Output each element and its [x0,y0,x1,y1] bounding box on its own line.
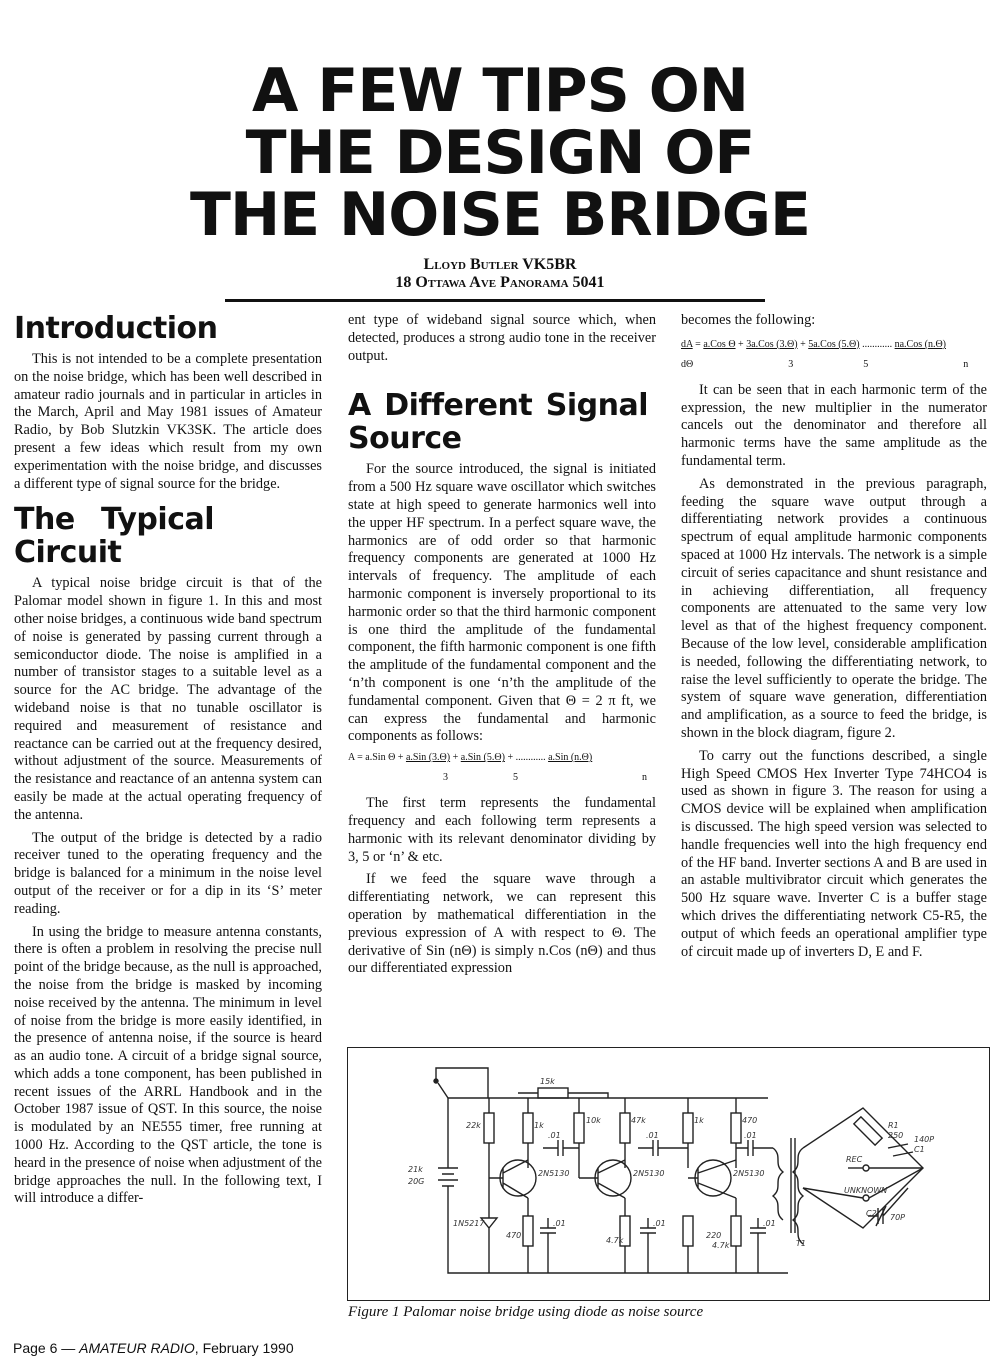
title-line: THE DESIGN OF [245,118,755,188]
heading-different-source: A Different Signal Source [348,388,648,457]
equation-derivative: dA = a.Cos Θ + 3a.Cos (3.Θ) + 5a.Cos (5.Θ) ............ na.Cos (n.Θ) [681,338,946,350]
label-cb2: .01 [653,1219,666,1228]
label-r-top: 15k [540,1077,555,1086]
paragraph: The first term represents the fundamental frequency and each following term represents a harmonic with its relevant denominator dividing by 3, 5 or ‘n’ & etc. [348,795,656,865]
equation-derivative-denominators: dΘ 3 5 n [681,358,969,370]
label-q1: 2N5130 [538,1169,570,1178]
paragraph: This is not intended to be a complete presentation on the noise bridge, which has been well described in amateur radio journals and in particular in articles in the March, April and May 1981 issues of Amateur Radio, by Bob Slutzkin VK3SK. The article does present a few ideas which result from my own experimentation with the noise bridge, and discusses a different type of signal source for the bridge. [14,351,322,492]
label-c2b: C2 [866,1209,877,1218]
paragraph: In using the bridge to measure antenna constants, there is often a problem in resolving the precise null point of the bridge because, as the null is approached, the noise from the bridge is masked by incoming noise received by the antenna. The minimum in level of noise from the bridge is more easily identified, in the presence of antenna noise, if the source is heard as an audio tone. A circuit of a bridge signal source, which adds a tone component, has been published in recent issues of the ARRL Handbook and in the October 1987 issue of QST. In this source, the noise is modulated by an NE555 timer, free running at 1000 Hz. According to the QST article, the tone is heard in the presence of noise when adjustment of the bridge approaches the null. In the following text, I will introduce a differ- [14,923,322,1207]
label-unknown: UNKNOWN [844,1186,888,1195]
label-cb3: .01 [763,1219,776,1228]
label-t1: T1 [796,1239,806,1248]
label-r6: 470 [742,1116,758,1125]
author-address: 18 Ottawa Ave Panorama 5041 [395,274,605,291]
label-re4: 4.7k [712,1241,730,1250]
equation-denominators: 3 5 n [443,772,647,784]
heading-introduction: Introduction [14,311,218,346]
label-c3: .01 [744,1131,757,1140]
label-c2: .01 [646,1131,659,1140]
label-br-c: 140P [914,1135,935,1144]
label-q2: 2N5130 [633,1169,665,1178]
label-cb1: .01 [553,1219,566,1228]
footer-magazine: AMATEUR RADIO [79,1340,195,1356]
label-re2: 4.7k [606,1236,624,1245]
label-r2: 1k [534,1121,544,1130]
paragraph: The output of the bridge is detected by a radio receiver tuned to the operating frequency and the bridge is balanced for a minimum in the noise level output of the receiver or for a dip in its ‘S’ meter reading. [14,829,322,917]
label-c1: .01 [548,1131,561,1140]
label-c2v: 70P [890,1213,906,1222]
title-rule [225,299,765,302]
label-r1: 22k [466,1121,481,1130]
schematic-drawing [348,1048,989,1300]
label-r3: 10k [586,1116,601,1125]
label-zener: 1N5217 [453,1219,485,1228]
page-footer [13,1340,294,1356]
heading-typical-circuit: The Typical Circuit [14,502,214,571]
label-batt2: 20G [408,1177,425,1186]
equation-amplitude: A = a.Sin Θ + a.Sin (3.Θ) + a.Sin (5.Θ) + ............ a.Sin (n.Θ) [348,752,593,764]
paragraph: becomes the following: [681,312,816,328]
label-br-r: R1 [888,1121,899,1130]
label-batt1: 21k [408,1165,423,1174]
paragraph: As demonstrated in the previous paragraph, feeding the square wave output through a differentiating network provides a continuous spectrum of equal amplitude harmonic components spaced at 1000 Hz intervals. The network is a simple circuit of series capacitance and shunt resistance and in achieving differentiation, all frequency components are attenuated to the same very low level as that of the highest frequency component. Because of the low level, considerable amplification is needed, following the differentiating network, to raise the level sufficiently to operate the bridge. The system of square wave generation, differentiation and amplification, as a source to feed the bridge, is shown in the block diagram, figure 2. [681,475,987,741]
paragraph: For the source introduced, the signal is initiated from a 500 Hz square wave oscillator which switches state at high speed to generate harmonics well into the upper HF spectrum. In a perfect square wave, the harmonics are of odd order so that harmonic frequency components are generated at 1000 Hz intervals of frequency. The amplitude of each harmonic component is inversely proportional to its harmonic order so that the third harmonic component is one third the amplitude of the fundamental component, the fifth harmonic component is one fifth the amplitude of the fundamental component and the ‘n’th component is one ‘n’th the amplitude of the fundamental component. Given that Θ = 2 π ft, we can express the fundamental and harmonic components as follows: [348,461,656,745]
figure-caption: Figure 1 Palomar noise bridge using diode as noise source [348,1304,704,1320]
column-1 [14,312,322,1213]
footer-date: , February 1990 [194,1340,294,1356]
figure-1-schematic [347,1047,990,1301]
label-re1: 470 [506,1231,522,1240]
byline [0,256,1000,292]
label-br-r2: 250 [888,1131,904,1140]
paragraph: To carry out the functions described, a single High Speed CMOS Hex Inverter Type 74HCO4 is used as shown in figure 3. The reason for using a CMOS device will be explained when amplification is discussed. The high speed version was selected to handle frequencies well into the high frequency end of the HF band. Inverter sections A and B are used in an astable multivibrator circuit which generates the 500 Hz square wave. Inverter C is a buffer stage which drives the differentiating network C5-R5, the output of which feeds an operational amplifier type of circuit made up of inverters D, E and F. [681,747,987,960]
paragraph: If we feed the square wave through a differentiating network, we can represent this operation by mathematical differentiation in the previous expression of A with respect to Θ. The derivative of Sin (nΘ) is simply n.Cos (nΘ) and thus our differentiated expression [348,871,656,977]
label-rec: REC [846,1155,863,1164]
footer-page: Page 6 — [13,1340,80,1356]
label-re3: 220 [706,1231,722,1240]
label-r5: 1k [694,1116,704,1125]
title-line: A FEW TIPS ON [252,56,748,126]
label-r4: 47k [631,1116,646,1125]
author-name: Lloyd Butler VK5BR [423,256,577,273]
label-br-c1: C1 [914,1145,925,1154]
label-q3: 2N5130 [733,1169,765,1178]
article-title [0,56,1000,250]
column-2 [348,312,656,983]
paragraph: A typical noise bridge circuit is that of the Palomar model shown in figure 1. In this and most other noise bridges, a continuous wide band spectrum of noise is generated by passing current through a semiconductor diode. The noise is amplified in a number of transistor stages to a suitable level as a source for the AC bridge. The advantage of the wideband noise is that no tunable oscillator is required and measurement of resistance and reactance can be carried out at the frequency desired, without adjustment of the source. Measurements of the resistance and reactance of an antenna system can easily be made at the actual operating frequency of the antenna. [14,575,322,823]
paragraph: ent type of wideband signal source which, when detected, produces a strong audio tone in the receiver output. [348,312,656,364]
column-3 [681,312,987,966]
paragraph: It can be seen that in each harmonic term of the expression, the new multiplier in the numerator cancels out the denominator and therefore all harmonic terms have the same amplitude as the fundamental term. [681,381,987,469]
title-line: THE NOISE BRIDGE [190,180,810,250]
